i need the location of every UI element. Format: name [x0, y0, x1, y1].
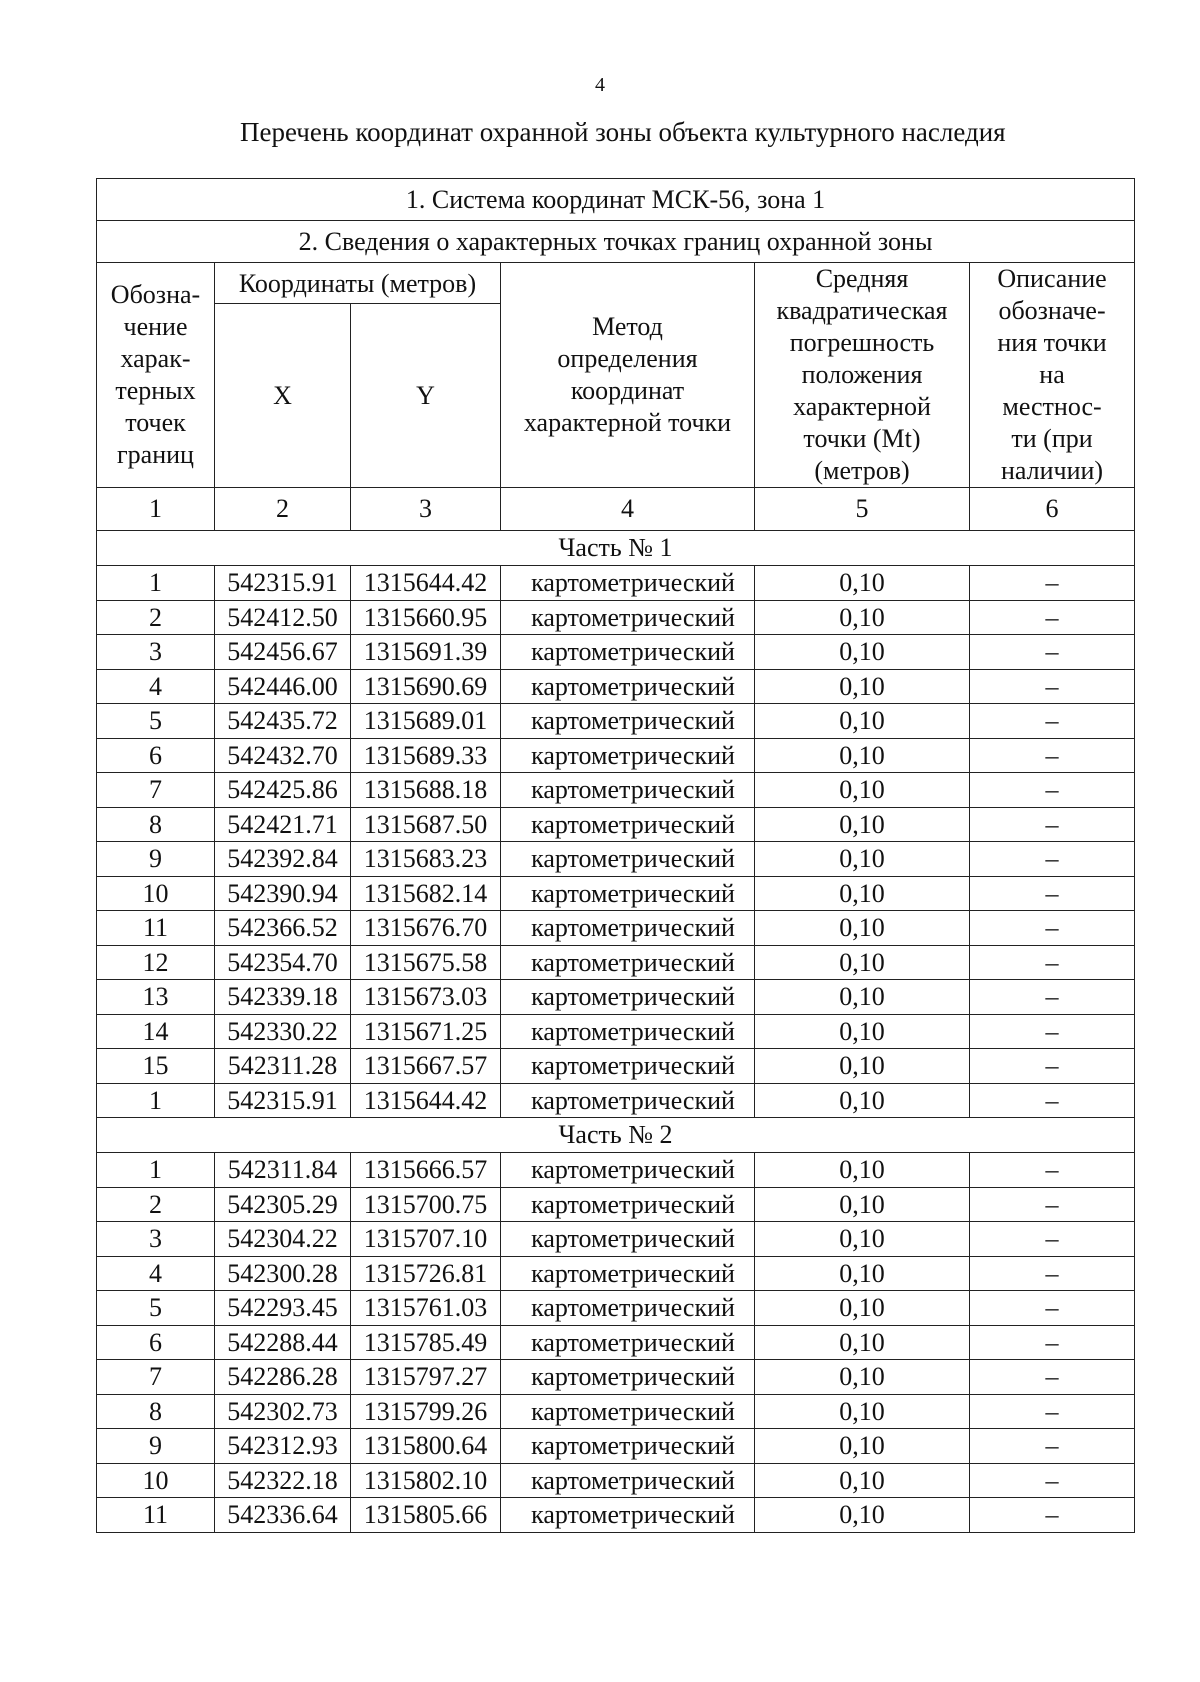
coord-y-cell: 1315802.10: [351, 1463, 501, 1498]
table-row: [97, 1325, 1135, 1360]
part-label: Часть № 1: [97, 531, 1135, 566]
coord-x-cell: 542354.70: [215, 945, 351, 980]
method-cell: картометрический: [501, 1222, 755, 1257]
description-cell: –: [970, 1083, 1135, 1118]
description-cell: –: [970, 1463, 1135, 1498]
coord-x-cell: 542421.71: [215, 807, 351, 842]
description-cell: –: [970, 1325, 1135, 1360]
point-id-cell: 7: [97, 773, 215, 808]
coord-y-cell: 1315671.25: [351, 1014, 501, 1049]
coord-x-cell: 542305.29: [215, 1187, 351, 1222]
description-cell: –: [970, 738, 1135, 773]
description-cell: –: [970, 1153, 1135, 1188]
error-mt-cell: 0,10: [755, 1429, 970, 1464]
coord-y-cell: 1315683.23: [351, 842, 501, 877]
coord-x-cell: 542336.64: [215, 1498, 351, 1533]
description-cell: –: [970, 1256, 1135, 1291]
method-cell: картометрический: [501, 1463, 755, 1498]
coord-y-cell: 1315761.03: [351, 1291, 501, 1326]
method-cell: картометрический: [501, 842, 755, 877]
method-cell: картометрический: [501, 1394, 755, 1429]
coord-y-cell: 1315797.27: [351, 1360, 501, 1395]
error-mt-cell: 0,10: [755, 1360, 970, 1395]
coord-y-cell: 1315675.58: [351, 945, 501, 980]
error-mt-cell: 0,10: [755, 1014, 970, 1049]
method-cell: картометрический: [501, 911, 755, 946]
coord-y-cell: 1315690.69: [351, 669, 501, 704]
description-cell: –: [970, 566, 1135, 601]
error-mt-cell: 0,10: [755, 1049, 970, 1084]
description-cell: –: [970, 980, 1135, 1015]
description-cell: –: [970, 773, 1135, 808]
coord-y-cell: 1315644.42: [351, 1083, 501, 1118]
part-label: Часть № 2: [97, 1118, 1135, 1153]
method-cell: картометрический: [501, 600, 755, 635]
point-id-cell: 14: [97, 1014, 215, 1049]
table-row: [97, 842, 1135, 877]
coord-y-cell: 1315676.70: [351, 911, 501, 946]
point-id-cell: 4: [97, 1256, 215, 1291]
method-cell: картометрический: [501, 807, 755, 842]
error-mt-cell: 0,10: [755, 600, 970, 635]
table-row: [97, 945, 1135, 980]
header-coordinates: Координаты (метров): [215, 263, 501, 304]
error-mt-cell: 0,10: [755, 1256, 970, 1291]
point-id-cell: 11: [97, 1498, 215, 1533]
coord-x-cell: 542339.18: [215, 980, 351, 1015]
point-id-cell: 3: [97, 1222, 215, 1257]
method-cell: картометрический: [501, 945, 755, 980]
coord-y-cell: 1315660.95: [351, 600, 501, 635]
point-id-cell: 11: [97, 911, 215, 946]
point-id-cell: 10: [97, 876, 215, 911]
coord-x-cell: 542304.22: [215, 1222, 351, 1257]
coord-x-cell: 542293.45: [215, 1291, 351, 1326]
method-cell: картометрический: [501, 773, 755, 808]
point-id-cell: 7: [97, 1360, 215, 1395]
error-mt-cell: 0,10: [755, 773, 970, 808]
method-cell: картометрический: [501, 1049, 755, 1084]
error-mt-cell: 0,10: [755, 876, 970, 911]
coord-y-cell: 1315689.33: [351, 738, 501, 773]
description-cell: –: [970, 1049, 1135, 1084]
table-row: [97, 635, 1135, 670]
coord-y-cell: 1315799.26: [351, 1394, 501, 1429]
table-row: [97, 1498, 1135, 1533]
coord-x-cell: 542302.73: [215, 1394, 351, 1429]
coordinate-system-row: 1. Система координат МСК-56, зона 1: [97, 179, 1135, 221]
point-id-cell: 8: [97, 807, 215, 842]
coord-y-cell: 1315682.14: [351, 876, 501, 911]
coord-x-cell: 542300.28: [215, 1256, 351, 1291]
point-id-cell: 15: [97, 1049, 215, 1084]
error-mt-cell: 0,10: [755, 945, 970, 980]
error-mt-cell: 0,10: [755, 635, 970, 670]
coord-x-cell: 542288.44: [215, 1325, 351, 1360]
table-row: [97, 1394, 1135, 1429]
coord-y-cell: 1315726.81: [351, 1256, 501, 1291]
coord-y-cell: 1315689.01: [351, 704, 501, 739]
table-row: [97, 704, 1135, 739]
description-cell: –: [970, 1014, 1135, 1049]
table-row: [97, 669, 1135, 704]
coord-y-cell: 1315785.49: [351, 1325, 501, 1360]
part-header-row: [97, 531, 1135, 566]
point-id-cell: 1: [97, 566, 215, 601]
coord-x-cell: 542286.28: [215, 1360, 351, 1395]
error-mt-cell: 0,10: [755, 1083, 970, 1118]
header-x: X: [215, 304, 351, 488]
error-mt-cell: 0,10: [755, 1222, 970, 1257]
method-cell: картометрический: [501, 1153, 755, 1188]
method-cell: картометрический: [501, 635, 755, 670]
point-id-cell: 2: [97, 1187, 215, 1222]
table-row: [97, 1360, 1135, 1395]
table-row: [97, 1291, 1135, 1326]
error-mt-cell: 0,10: [755, 1325, 970, 1360]
method-cell: картометрический: [501, 738, 755, 773]
method-cell: картометрический: [501, 1498, 755, 1533]
coord-y-cell: 1315644.42: [351, 566, 501, 601]
header-error: Средняя квадратическая погрешность положения характерной точки (Mt) (метров): [755, 263, 970, 488]
coord-y-cell: 1315800.64: [351, 1429, 501, 1464]
description-cell: –: [970, 1291, 1135, 1326]
header-y: Y: [351, 304, 501, 488]
table-row: [97, 566, 1135, 601]
coord-y-cell: 1315666.57: [351, 1153, 501, 1188]
table-row: [97, 980, 1135, 1015]
table-row: [97, 1187, 1135, 1222]
part-header-row: [97, 1118, 1135, 1153]
method-cell: картометрический: [501, 1014, 755, 1049]
method-cell: картометрический: [501, 669, 755, 704]
table-row: [97, 876, 1135, 911]
column-number: 1: [97, 488, 215, 531]
page-number: 4: [595, 74, 605, 96]
coord-x-cell: 542446.00: [215, 669, 351, 704]
method-cell: картометрический: [501, 1187, 755, 1222]
method-cell: картометрический: [501, 1429, 755, 1464]
point-id-cell: 8: [97, 1394, 215, 1429]
description-cell: –: [970, 635, 1135, 670]
table-row: [97, 1463, 1135, 1498]
error-mt-cell: 0,10: [755, 1291, 970, 1326]
table-row: [97, 1222, 1135, 1257]
header-description: Описание обозначе- ния точки на местнос- ти (при наличии): [970, 263, 1135, 488]
description-cell: –: [970, 945, 1135, 980]
table-row: [97, 807, 1135, 842]
coord-x-cell: 542432.70: [215, 738, 351, 773]
point-id-cell: 13: [97, 980, 215, 1015]
error-mt-cell: 0,10: [755, 842, 970, 877]
coordinates-table: [96, 178, 1135, 1533]
coord-x-cell: 542330.22: [215, 1014, 351, 1049]
table-row: [97, 1083, 1135, 1118]
description-cell: –: [970, 1498, 1135, 1533]
point-id-cell: 9: [97, 1429, 215, 1464]
coord-x-cell: 542322.18: [215, 1463, 351, 1498]
coord-x-cell: 542311.28: [215, 1049, 351, 1084]
error-mt-cell: 0,10: [755, 1394, 970, 1429]
method-cell: картометрический: [501, 876, 755, 911]
coord-x-cell: 542456.67: [215, 635, 351, 670]
point-id-cell: 1: [97, 1153, 215, 1188]
error-mt-cell: 0,10: [755, 738, 970, 773]
method-cell: картометрический: [501, 1291, 755, 1326]
description-cell: –: [970, 1187, 1135, 1222]
point-id-cell: 12: [97, 945, 215, 980]
coord-y-cell: 1315691.39: [351, 635, 501, 670]
page-title: Перечень координат охранной зоны объекта культурного наследия: [240, 117, 1006, 147]
method-cell: картометрический: [501, 566, 755, 601]
header-designation: Обозна- чение харак- терных точек границ: [97, 263, 215, 488]
column-number: 6: [970, 488, 1135, 531]
method-cell: картометрический: [501, 1325, 755, 1360]
point-id-cell: 6: [97, 1325, 215, 1360]
table-row: [97, 600, 1135, 635]
description-cell: –: [970, 911, 1135, 946]
point-id-cell: 5: [97, 1291, 215, 1326]
coord-y-cell: 1315707.10: [351, 1222, 501, 1257]
error-mt-cell: 0,10: [755, 807, 970, 842]
error-mt-cell: 0,10: [755, 1498, 970, 1533]
method-cell: картометрический: [501, 1256, 755, 1291]
coord-x-cell: 542425.86: [215, 773, 351, 808]
method-cell: картометрический: [501, 980, 755, 1015]
method-cell: картометрический: [501, 1360, 755, 1395]
method-cell: картометрический: [501, 1083, 755, 1118]
error-mt-cell: 0,10: [755, 704, 970, 739]
coord-y-cell: 1315687.50: [351, 807, 501, 842]
column-number: 5: [755, 488, 970, 531]
error-mt-cell: 0,10: [755, 1463, 970, 1498]
point-id-cell: 4: [97, 669, 215, 704]
point-id-cell: 2: [97, 600, 215, 635]
error-mt-cell: 0,10: [755, 1153, 970, 1188]
description-cell: –: [970, 842, 1135, 877]
description-cell: –: [970, 704, 1135, 739]
table-row: [97, 1256, 1135, 1291]
description-cell: –: [970, 807, 1135, 842]
column-number: 4: [501, 488, 755, 531]
point-id-cell: 9: [97, 842, 215, 877]
header-method: Метод определения координат характерной точки: [501, 263, 755, 488]
table-row: [97, 1429, 1135, 1464]
point-id-cell: 5: [97, 704, 215, 739]
coord-x-cell: 542315.91: [215, 566, 351, 601]
coord-y-cell: 1315688.18: [351, 773, 501, 808]
description-cell: –: [970, 1360, 1135, 1395]
coord-y-cell: 1315700.75: [351, 1187, 501, 1222]
coord-y-cell: 1315805.66: [351, 1498, 501, 1533]
coord-x-cell: 542366.52: [215, 911, 351, 946]
point-id-cell: 10: [97, 1463, 215, 1498]
table-row: [97, 738, 1135, 773]
coord-x-cell: 542392.84: [215, 842, 351, 877]
description-cell: –: [970, 1429, 1135, 1464]
error-mt-cell: 0,10: [755, 911, 970, 946]
coord-x-cell: 542311.84: [215, 1153, 351, 1188]
error-mt-cell: 0,10: [755, 669, 970, 704]
table-row: [97, 911, 1135, 946]
error-mt-cell: 0,10: [755, 566, 970, 601]
description-cell: –: [970, 876, 1135, 911]
point-id-cell: 3: [97, 635, 215, 670]
coord-x-cell: 542312.93: [215, 1429, 351, 1464]
error-mt-cell: 0,10: [755, 980, 970, 1015]
table-row: [97, 773, 1135, 808]
table-row: [97, 1153, 1135, 1188]
column-number: 3: [351, 488, 501, 531]
table-row: [97, 1014, 1135, 1049]
table-row: [97, 1049, 1135, 1084]
method-cell: картометрический: [501, 704, 755, 739]
description-cell: –: [970, 600, 1135, 635]
coord-y-cell: 1315667.57: [351, 1049, 501, 1084]
error-mt-cell: 0,10: [755, 1187, 970, 1222]
coord-x-cell: 542412.50: [215, 600, 351, 635]
description-cell: –: [970, 1222, 1135, 1257]
boundary-info-row: 2. Сведения о характерных точках границ охранной зоны: [97, 221, 1135, 263]
column-number-row: [97, 488, 1135, 531]
coord-x-cell: 542390.94: [215, 876, 351, 911]
coord-x-cell: 542435.72: [215, 704, 351, 739]
coord-x-cell: 542315.91: [215, 1083, 351, 1118]
coord-y-cell: 1315673.03: [351, 980, 501, 1015]
description-cell: –: [970, 669, 1135, 704]
column-number: 2: [215, 488, 351, 531]
description-cell: –: [970, 1394, 1135, 1429]
point-id-cell: 6: [97, 738, 215, 773]
point-id-cell: 1: [97, 1083, 215, 1118]
